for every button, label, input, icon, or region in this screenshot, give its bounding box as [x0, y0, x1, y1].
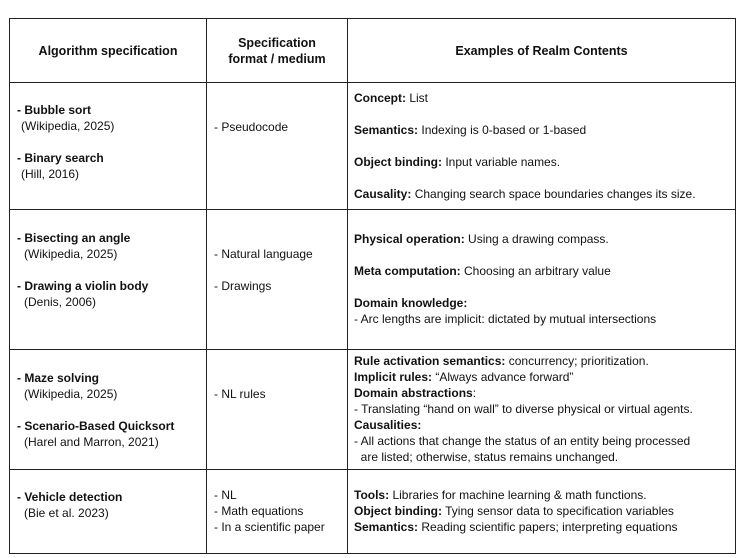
- realm-label: Tools:: [354, 488, 390, 502]
- realm-text: Indexing is 0-based or 1-based: [418, 123, 587, 137]
- realm-text: Tying sensor data to specification variables: [442, 504, 674, 518]
- header-format-line2: format / medium: [228, 51, 326, 66]
- algorithm-citation: (Harel and Marron, 2021): [24, 435, 159, 449]
- realm-label: Causality:: [354, 187, 412, 201]
- realm-text: Changing search space boundaries changes its size.: [411, 187, 696, 201]
- realm-text: “Always advance forward”: [432, 370, 574, 384]
- algorithm-citation: (Denis, 2006): [24, 295, 97, 309]
- realm-cell: [348, 470, 736, 554]
- realm-text: are listed; otherwise, status remains unchanged.: [354, 450, 619, 464]
- algorithm-name: - Maze solving: [17, 371, 100, 385]
- algorithm-name: - Drawing a violin body: [17, 279, 149, 293]
- algorithm-name: - Vehicle detection: [17, 490, 123, 504]
- realm-cell: [348, 210, 736, 350]
- realm-text: :: [472, 386, 477, 400]
- format-cell: [207, 210, 348, 350]
- realm-text: Using a drawing compass.: [464, 232, 609, 246]
- realm-cell: [348, 350, 736, 470]
- header-row: [10, 19, 736, 83]
- realm-label: Rule activation semantics:: [354, 354, 506, 368]
- realm-label: Object binding:: [354, 155, 442, 169]
- realm-label: Physical operation:: [354, 232, 465, 246]
- algorithm-cell: [10, 470, 207, 554]
- algorithm-citation: (Wikipedia, 2025): [24, 247, 118, 261]
- format-item: - Math equations: [214, 504, 304, 518]
- realm-text: Reading scientific papers; interpreting equations: [418, 520, 678, 534]
- realm-cell: [348, 83, 736, 210]
- realm-label: Semantics:: [354, 123, 419, 137]
- table-row: [10, 350, 736, 470]
- realm-label: Causalities:: [354, 418, 422, 432]
- algorithm-citation: (Bie et al. 2023): [24, 506, 109, 520]
- algorithm-name: - Scenario-Based Quicksort: [17, 419, 175, 433]
- format-item: - Pseudocode: [214, 120, 289, 134]
- algorithm-citation: (Wikipedia, 2025): [24, 387, 118, 401]
- realm-label: Domain abstractions: [354, 386, 473, 400]
- format-item: - Natural language: [214, 247, 313, 261]
- realm-label: Concept:: [354, 91, 406, 105]
- header-algorithm: Algorithm specification: [10, 19, 207, 83]
- realm-label: Meta computation:: [354, 264, 461, 278]
- format-cell: [207, 83, 348, 210]
- header-format: [207, 19, 348, 83]
- realm-text: concurrency; prioritization.: [505, 354, 649, 368]
- realm-text: List: [406, 91, 429, 105]
- header-format-line1: Specification: [238, 35, 316, 50]
- algorithm-name: - Binary search: [17, 151, 104, 165]
- table-row: [10, 83, 736, 210]
- algorithm-cell: [10, 83, 207, 210]
- format-item: - In a scientific paper: [214, 520, 325, 534]
- algorithm-citation: (Wikipedia, 2025): [21, 119, 115, 133]
- realm-text: Libraries for machine learning & math functions.: [389, 488, 647, 502]
- algorithm-citation: (Hill, 2016): [21, 167, 80, 181]
- algorithm-cell: [10, 350, 207, 470]
- table-row: [10, 470, 736, 554]
- algorithm-cell: [10, 210, 207, 350]
- realm-label: Object binding:: [354, 504, 442, 518]
- realm-text: - All actions that change the status of an entity being processed: [354, 434, 691, 448]
- realm-text: Input variable names.: [442, 155, 561, 169]
- format-cell: [207, 350, 348, 470]
- format-item: - NL rules: [214, 387, 266, 401]
- algorithm-name: - Bubble sort: [17, 103, 91, 117]
- realm-text: - Translating “hand on wall” to diverse physical or virtual agents.: [354, 402, 693, 416]
- realm-label: Semantics:: [354, 520, 419, 534]
- realm-text: Choosing an arbitrary value: [460, 264, 611, 278]
- format-cell: [207, 470, 348, 554]
- algorithm-name: - Bisecting an angle: [17, 231, 131, 245]
- realm-table: [9, 18, 736, 554]
- header-realm: Examples of Realm Contents: [348, 19, 736, 83]
- format-item: - Drawings: [214, 279, 272, 293]
- format-item: - NL: [214, 488, 237, 502]
- realm-text: - Arc lengths are implicit: dictated by mutual intersections: [354, 312, 657, 326]
- realm-label: Domain knowledge:: [354, 296, 468, 310]
- realm-label: Implicit rules:: [354, 370, 433, 384]
- table-row: [10, 210, 736, 350]
